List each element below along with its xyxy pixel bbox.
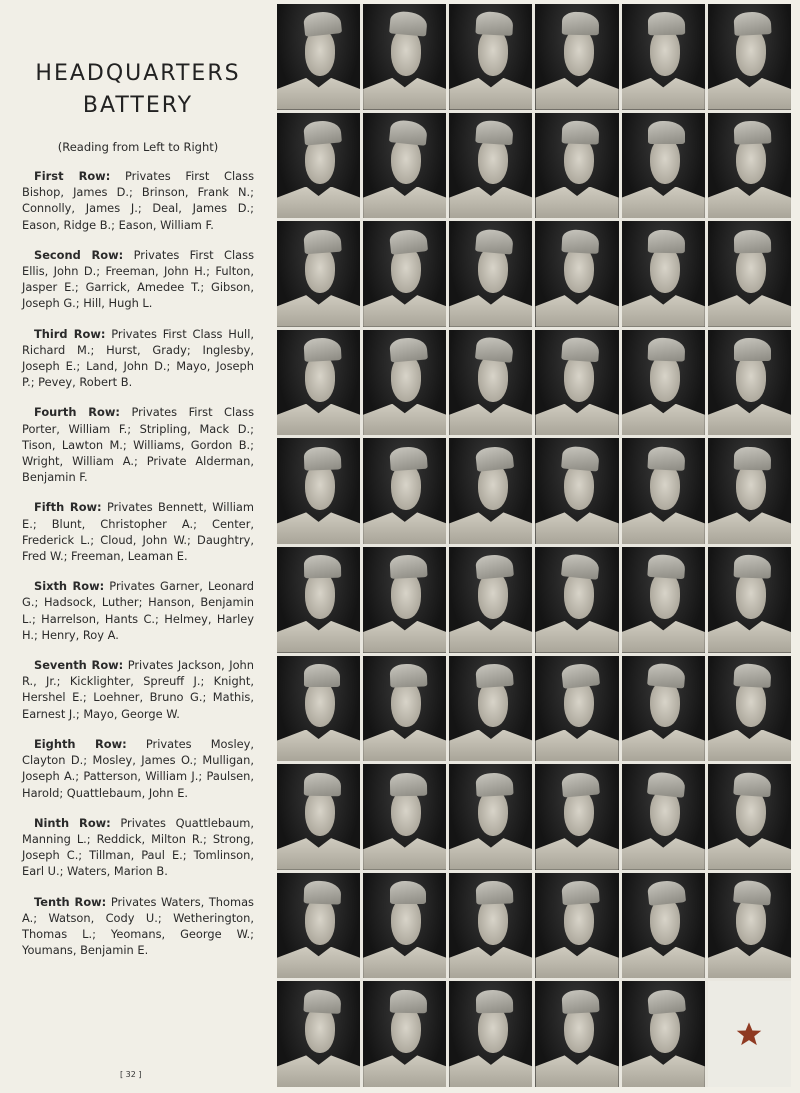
uniform-shirt — [622, 78, 705, 110]
uniform-shirt — [535, 78, 618, 110]
row-names: Privates Garner, Leonard G.; Hadsock, Luther; Hanson, Benjamin L.; Harrelson, Hants C.; Helmey, Harley H.; Henry, Roy A. — [22, 579, 255, 642]
garrison-cap — [303, 119, 341, 145]
garrison-cap — [303, 337, 341, 362]
garrison-cap — [389, 119, 428, 146]
face — [305, 464, 335, 510]
soldier-portrait — [449, 656, 532, 762]
soldier-portrait — [449, 221, 532, 327]
face — [391, 572, 421, 618]
soldier-portrait — [277, 330, 360, 436]
soldier-portrait — [535, 438, 618, 544]
face — [564, 1007, 594, 1053]
row-names: Privates Quattlebaum, Manning L.; Reddick, Milton R.; Strong, Joseph C.; Tillman, Paul E.; Tomlinson, Earl U.; Waters, Marion B. — [22, 815, 255, 879]
soldier-portrait — [622, 656, 705, 762]
uniform-shirt — [535, 730, 618, 762]
row-names: Privates First Class Ellis, John D.; Freeman, John H.; Fulton, Jasper E.; Garrick, Amedee T.; Gibson, Joseph G.; Hill, Hugh L. — [22, 247, 254, 311]
uniform-shirt — [277, 295, 360, 327]
garrison-cap — [303, 881, 340, 905]
soldier-portrait — [535, 4, 618, 110]
soldier-portrait — [708, 330, 791, 436]
garrison-cap — [734, 11, 772, 36]
garrison-cap — [390, 990, 427, 1014]
garrison-cap — [475, 663, 513, 689]
garrison-cap — [647, 879, 686, 906]
garrison-cap — [648, 121, 685, 144]
face — [736, 29, 766, 75]
soldier-portrait — [708, 438, 791, 544]
garrison-cap — [303, 989, 341, 1014]
face — [305, 355, 335, 401]
uniform-shirt — [535, 404, 618, 436]
garrison-cap — [303, 446, 340, 470]
soldier-portrait — [363, 547, 446, 653]
uniform-shirt — [363, 1055, 446, 1087]
row-label: Third Row: — [34, 326, 106, 341]
portrait-grid — [277, 4, 791, 1087]
uniform-shirt — [622, 621, 705, 653]
uniform-shirt — [363, 404, 446, 436]
garrison-cap — [389, 554, 427, 579]
soldier-portrait — [708, 547, 791, 653]
soldier-portrait — [622, 221, 705, 327]
face — [650, 247, 680, 293]
row-label: Seventh Row: — [34, 658, 124, 673]
soldier-portrait — [449, 113, 532, 219]
garrison-cap — [734, 447, 771, 471]
soldier-portrait — [708, 113, 791, 219]
uniform-shirt — [708, 512, 791, 544]
uniform-shirt — [708, 78, 791, 110]
uniform-shirt — [535, 295, 618, 327]
garrison-cap — [390, 772, 427, 796]
uniform-shirt — [277, 621, 360, 653]
soldier-portrait — [449, 330, 532, 436]
face — [736, 138, 766, 184]
soldier-portrait — [535, 221, 618, 327]
uniform-shirt — [708, 947, 791, 979]
uniform-shirt — [622, 838, 705, 870]
uniform-shirt — [535, 512, 618, 544]
soldier-portrait — [277, 656, 360, 762]
uniform-shirt — [708, 730, 791, 762]
garrison-cap — [734, 229, 771, 253]
row-names: Privates Waters, Thomas A.; Watson, Cody U.; Wetherington, Thomas L.; Yeomans, George W.; Youmans, Benjamin E. — [22, 894, 254, 958]
uniform-shirt — [708, 404, 791, 436]
soldier-portrait — [277, 873, 360, 979]
garrison-cap — [389, 11, 427, 37]
row-names: Privates First Class Hull, Richard M.; Hurst, Grady; Inglesby, Joseph E.; Land, John D.; Mayo, Joseph P.; Pevey, Robert B. — [22, 326, 255, 390]
soldier-portrait — [363, 221, 446, 327]
uniform-shirt — [449, 947, 532, 979]
face — [305, 681, 335, 727]
row-names: Privates Mosley, Clayton D.; Mosley, James O.; Mulligan, Joseph A.; Patterson, William J.; Paulsen, Harold; Quattlebaum, John E. — [22, 736, 254, 800]
face — [736, 681, 766, 727]
face — [391, 898, 421, 944]
uniform-shirt — [449, 404, 532, 436]
soldier-portrait — [622, 4, 705, 110]
face — [736, 572, 766, 618]
soldier-portrait — [277, 113, 360, 219]
row-label: Second Row: — [34, 247, 124, 262]
uniform-shirt — [449, 838, 532, 870]
soldier-portrait — [708, 873, 791, 979]
soldier-portrait — [535, 981, 618, 1087]
garrison-cap — [734, 771, 772, 797]
soldier-portrait — [535, 764, 618, 870]
uniform-shirt — [277, 78, 360, 110]
row-caption-6 — [22, 578, 254, 643]
soldier-portrait — [363, 113, 446, 219]
row-label: Sixth Row: — [34, 579, 105, 594]
row-caption-10 — [22, 894, 254, 959]
garrison-cap — [562, 989, 600, 1014]
soldier-portrait — [449, 438, 532, 544]
soldier-portrait — [622, 764, 705, 870]
soldier-portrait — [363, 330, 446, 436]
uniform-shirt — [622, 187, 705, 219]
row-caption-3 — [22, 326, 254, 391]
garrison-cap — [562, 120, 599, 144]
garrison-cap — [561, 771, 599, 797]
face — [564, 572, 594, 618]
soldier-portrait — [363, 764, 446, 870]
uniform-shirt — [449, 512, 532, 544]
title-line-2: BATTERY — [82, 93, 194, 118]
reading-order-note: (Reading from Left to Right) — [57, 140, 219, 154]
garrison-cap — [476, 881, 513, 905]
soldier-portrait — [363, 4, 446, 110]
uniform-shirt — [535, 838, 618, 870]
uniform-shirt — [363, 838, 446, 870]
uniform-shirt — [277, 838, 360, 870]
uniform-shirt — [363, 512, 446, 544]
garrison-cap — [303, 228, 341, 254]
garrison-cap — [734, 338, 771, 361]
row-names: Privates Bennett, William E.; Blunt, Christopher A.; Center, Frederick L.; Cloud, John W.; Daughtry, Fred W.; Freeman, Leaman E. — [22, 500, 254, 564]
row-caption-7 — [22, 657, 254, 722]
row-label: First Row: — [34, 169, 111, 183]
face — [650, 572, 680, 618]
face — [650, 138, 680, 184]
soldier-portrait — [449, 873, 532, 979]
row-caption-9 — [22, 815, 254, 880]
garrison-cap — [303, 555, 340, 579]
soldier-portrait — [622, 547, 705, 653]
uniform-shirt — [449, 187, 532, 219]
garrison-cap — [733, 880, 771, 906]
soldier-portrait — [277, 4, 360, 110]
face — [650, 464, 680, 510]
soldier-portrait — [622, 981, 705, 1087]
garrison-cap — [734, 555, 771, 579]
row-label: Eighth Row: — [34, 736, 127, 751]
soldier-portrait — [363, 438, 446, 544]
row-caption-8 — [22, 736, 254, 801]
soldier-portrait — [449, 4, 532, 110]
face — [564, 355, 594, 401]
face — [478, 572, 508, 618]
uniform-shirt — [363, 78, 446, 110]
row-label: Ninth Row: — [34, 815, 111, 830]
face — [391, 29, 421, 75]
garrison-cap — [562, 12, 599, 36]
uniform-shirt — [622, 512, 705, 544]
garrison-cap — [389, 337, 427, 363]
face — [736, 355, 766, 401]
uniform-shirt — [277, 730, 360, 762]
row-label: Fourth Row: — [34, 405, 120, 420]
row-caption-2 — [22, 247, 254, 312]
garrison-cap — [648, 446, 686, 471]
soldier-portrait — [277, 981, 360, 1087]
face — [478, 29, 508, 75]
uniform-shirt — [363, 730, 446, 762]
uniform-shirt — [277, 1055, 360, 1087]
face — [650, 355, 680, 401]
page-number: [ 32 ] — [120, 1070, 142, 1079]
face — [391, 681, 421, 727]
soldier-portrait — [535, 656, 618, 762]
face — [736, 247, 766, 293]
uniform-shirt — [277, 947, 360, 979]
star-icon — [735, 1020, 763, 1048]
garrison-cap — [561, 445, 599, 471]
uniform-shirt — [363, 947, 446, 979]
garrison-cap — [390, 881, 427, 904]
uniform-shirt — [622, 730, 705, 762]
uniform-shirt — [708, 295, 791, 327]
soldier-portrait — [449, 981, 532, 1087]
face — [391, 790, 421, 836]
face — [478, 138, 508, 184]
face — [305, 1007, 335, 1053]
uniform-shirt — [363, 295, 446, 327]
uniform-shirt — [449, 295, 532, 327]
soldier-portrait — [622, 330, 705, 436]
garrison-cap — [475, 554, 513, 580]
soldier-portrait — [449, 764, 532, 870]
face — [564, 898, 594, 944]
uniform-shirt — [535, 621, 618, 653]
garrison-cap — [389, 663, 426, 687]
face — [564, 138, 594, 184]
garrison-cap — [561, 337, 599, 363]
soldier-portrait — [708, 656, 791, 762]
uniform-shirt — [535, 1055, 618, 1087]
face — [478, 898, 508, 944]
face — [564, 29, 594, 75]
garrison-cap — [389, 446, 427, 472]
soldier-portrait — [535, 113, 618, 219]
caption-column — [22, 58, 254, 972]
row-names: Privates First Class Porter, William F.; Stripling, Mack D.; Tison, Lawton M.; Williams, Gordon B.; Wright, William A.; Private Alderman, Benjamin F. — [22, 405, 254, 485]
garrison-cap — [648, 12, 685, 36]
uniform-shirt — [277, 187, 360, 219]
uniform-shirt — [363, 621, 446, 653]
soldier-portrait — [535, 547, 618, 653]
uniform-shirt — [449, 730, 532, 762]
soldier-portrait — [363, 656, 446, 762]
soldier-portrait — [449, 547, 532, 653]
row-caption-4 — [22, 404, 254, 485]
uniform-shirt — [449, 1055, 532, 1087]
soldier-portrait — [277, 221, 360, 327]
garrison-cap — [647, 988, 685, 1014]
garrison-cap — [475, 336, 514, 363]
garrison-cap — [476, 990, 513, 1014]
page-title — [22, 58, 254, 122]
title-line-1: HEADQUARTERS — [35, 61, 241, 86]
garrison-cap — [561, 662, 600, 689]
uniform-shirt — [622, 404, 705, 436]
garrison-cap — [475, 120, 513, 146]
garrison-cap — [648, 229, 685, 253]
face — [650, 29, 680, 75]
row-caption-5 — [22, 499, 254, 564]
face — [736, 464, 766, 510]
row-names: Privates First Class Bishop, James D.; Brinson, Frank N.; Connolly, James J.; Deal, James D.; Eason, Ridge B.; Eason, William F. — [22, 169, 254, 232]
garrison-cap — [734, 120, 771, 144]
uniform-shirt — [622, 947, 705, 979]
face — [478, 1007, 508, 1053]
uniform-shirt — [622, 1055, 705, 1087]
garrison-cap — [389, 228, 428, 255]
garrison-cap — [475, 228, 513, 254]
garrison-cap — [647, 771, 686, 798]
uniform-shirt — [535, 947, 618, 979]
face — [305, 898, 335, 944]
row-label: Tenth Row: — [34, 894, 107, 909]
soldier-portrait — [708, 221, 791, 327]
row-names: Privates Jackson, John R., Jr.; Kicklighter, Spreuff J.; Knight, Hershel E.; Loehner, Bruno G.; Mathis, Earnest J.; Mayo, George W. — [22, 658, 254, 721]
soldier-portrait — [277, 547, 360, 653]
uniform-shirt — [622, 295, 705, 327]
soldier-portrait — [363, 873, 446, 979]
soldier-portrait — [622, 113, 705, 219]
garrison-cap — [561, 554, 600, 581]
soldier-portrait — [535, 330, 618, 436]
soldier-portrait — [708, 4, 791, 110]
uniform-shirt — [708, 621, 791, 653]
star-emblem-cell — [708, 981, 791, 1087]
row-caption-1 — [22, 168, 254, 233]
uniform-shirt — [363, 187, 446, 219]
row-label: Fifth Row: — [34, 500, 102, 515]
uniform-shirt — [449, 621, 532, 653]
uniform-shirt — [708, 838, 791, 870]
soldier-portrait — [708, 764, 791, 870]
soldier-portrait — [622, 438, 705, 544]
soldier-portrait — [277, 438, 360, 544]
garrison-cap — [475, 772, 513, 797]
face — [305, 572, 335, 618]
soldier-portrait — [277, 764, 360, 870]
uniform-shirt — [277, 512, 360, 544]
garrison-cap — [734, 663, 772, 688]
soldier-portrait — [622, 873, 705, 979]
garrison-cap — [648, 554, 686, 580]
soldier-portrait — [363, 981, 446, 1087]
garrison-cap — [561, 880, 599, 906]
uniform-shirt — [277, 404, 360, 436]
garrison-cap — [304, 664, 341, 687]
garrison-cap — [475, 445, 514, 472]
soldier-portrait — [535, 873, 618, 979]
garrison-cap — [647, 662, 685, 688]
garrison-cap — [475, 11, 513, 36]
uniform-shirt — [535, 187, 618, 219]
face — [391, 1007, 421, 1053]
uniform-shirt — [449, 78, 532, 110]
uniform-shirt — [708, 187, 791, 219]
face — [305, 790, 335, 836]
garrison-cap — [562, 229, 600, 254]
garrison-cap — [648, 338, 685, 362]
face — [736, 898, 766, 944]
garrison-cap — [302, 11, 341, 38]
garrison-cap — [303, 772, 340, 796]
